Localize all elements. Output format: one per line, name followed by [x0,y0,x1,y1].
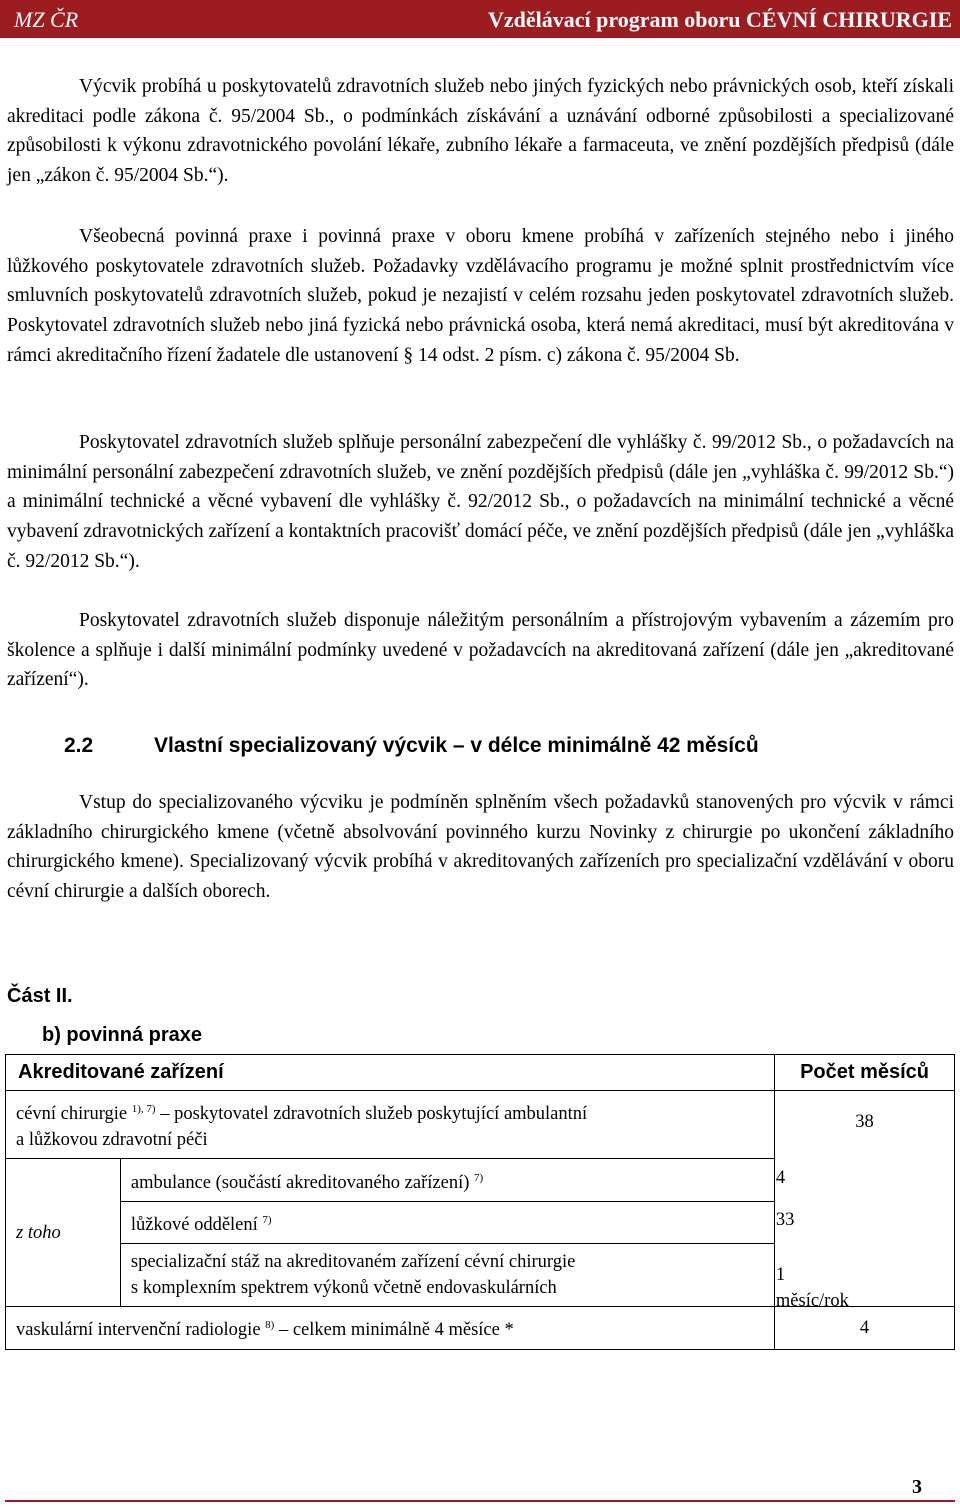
row-footnote: 1), 7) [131,1103,156,1115]
subrow-value: 1 měsíc/rok [775,1265,849,1312]
table-row [6,1091,955,1159]
paragraph-4: Poskytovatel zdravotních služeb disponuje náležitým personálním a přístrojovým vybavením a zázemím pro školence a splňuje i další minimální podmínky uvedené v požadavcích na akreditovaná zařízení (dále jen „akreditované zařízení“). [7,610,954,691]
row-name: cévní chirurgie [16,1104,128,1125]
training-table [5,1054,955,1350]
row-desc: – celkem minimálně 4 měsíce * [278,1320,514,1341]
header-left: MZ ČR [14,7,79,32]
row-footnote: 8) [265,1319,275,1332]
table-header-months: Počet měsíců [775,1055,955,1091]
table-header-facility: Akreditované zařízení [6,1055,775,1091]
row-radiology [6,1307,775,1349]
part-heading: Část II. [7,985,73,1007]
page-header [0,0,960,38]
section-title: Vlastní specializovaný výcvik – v délce minimálně 42 měsíců [154,734,759,757]
row-name: vaskulární intervenční radiologie [16,1320,261,1341]
subrow-text: specializační stáž na akreditovaném zařízení cévní chirurgie [130,1252,576,1273]
paragraph-2: Všeobecná povinná praxe i povinná praxe v oboru kmene probíhá v zařízeních stejného nebo i jiného lůžkového poskytovatele zdravotních služeb. Požadavky vzdělávacího programu je možné splnit prostřednictvím více smluvních poskytovatelů zdravotních služeb, pokud je nezajistí v celém rozsahu jeden poskytovatel zdravotních služeb. Poskytovatel zdravotních služeb nebo jiná fyzická nebo právnická osoba, která nemá akreditaci, musí být akreditována v rámci akreditačního řízení žadatele dle ustanovení § 14 odst. 2 písm. c) zákona č. 95/2004 Sb. [7,226,954,366]
paragraph-3: Poskytovatel zdravotních služeb splňuje personální zabezpečení dle vyhlášky č. 99/2012 Sb., o požadavcích na minimální personální zabezpečení zdravotních služeb, ve znění pozdějších předpisů (dále jen „vyhláška č. 99/2012 Sb.“) a minimální technické a věcné vybavení dle vyhlášky č. 92/2012 Sb., o požadavcích na minimální technické a věcné vybavení zdravotnických zařízení a kontaktních pracovišť domácí péče, ve znění pozdějších předpisů (dále jen „vyhláška č. 92/2012 Sb.“). [7,432,954,572]
section-number: 2.2 [64,734,94,757]
footer-rule [5,1500,955,1502]
paragraph-1: Výcvik probíhá u poskytovatelů zdravotních služeb nebo jiných fyzických nebo právnických osob, kteří získali akreditaci podle zákona č. 95/2004 Sb., o podmínkách získávání a uznávání odborné způsobilosti a specializované způsobilosti k výkonu zdravotnického povolání lékaře, zubního lékaře a farmaceuta, ve znění pozdějších předpisů (dále jen „zákon č. 95/2004 Sb.“). [7,76,954,187]
subrow-text: lůžkové oddělení [130,1215,258,1236]
subrow-footnote: 7) [262,1214,272,1227]
group-label: z toho [6,1159,121,1307]
header-title: Vzdělávací program oboru CÉVNÍ CHIRURGIE [487,7,952,32]
subrow-ambulance [120,1159,786,1202]
subrow-text-2: s komplexním spektrem výkonů včetně endovaskulárních [130,1278,557,1299]
subheading: b) povinná praxe [42,1024,203,1046]
row-vascular-surgery [6,1091,775,1159]
subrow-internship [120,1244,849,1312]
section-paragraph: Vstup do specializovaného výcviku je podmíněn splněním všech požadavků stanovených pro výcvik v rámci základního chirurgického kmene (včetně absolvování povinného kurzu Novinky z chirurgie po ukončení základního chirurgického kmene). Specializovaný výcvik probíhá v akreditovaných zařízeních pro specializační vzdělávání v oboru cévní chirurgie a dalších oborech. [7,792,954,903]
row-desc: – poskytovatel zdravotních služeb poskytující ambulantní [160,1104,588,1125]
subrow-ward [120,1202,795,1244]
subrow-footnote: 7) [474,1172,484,1185]
subrow-text: ambulance (součástí akreditovaného zařízení) [130,1173,470,1194]
section-heading [64,734,759,758]
row-months: 4 [775,1307,955,1349]
subrow-value: 33 [775,1210,795,1231]
row-desc-2: a lůžkovou zdravotní péči [16,1130,208,1151]
table-header-row [6,1055,955,1091]
row-months: 38 [775,1091,955,1307]
page-number: 3 [912,1476,922,1498]
subrow-value: 4 [775,1168,786,1189]
